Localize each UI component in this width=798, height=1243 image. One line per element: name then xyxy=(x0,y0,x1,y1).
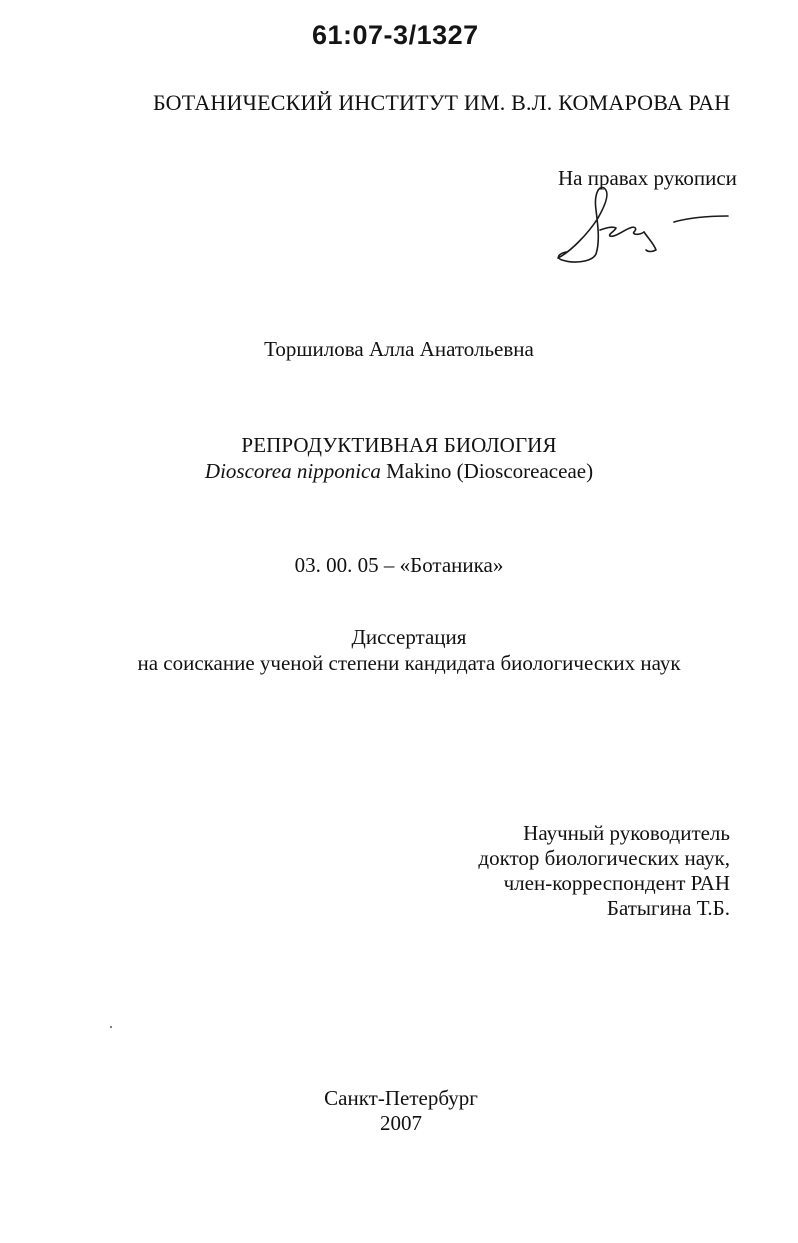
advisor-degree: доктор биологических наук, xyxy=(478,846,730,870)
author-name: Торшилова Алла Анатольевна xyxy=(264,337,534,361)
scan-speck xyxy=(110,1026,112,1028)
year: 2007 xyxy=(380,1111,422,1135)
handwritten-signature xyxy=(548,182,738,264)
institute-name: БОТАНИЧЕСКИЙ ИНСТИТУТ ИМ. В.Л. КОМАРОВА РАН xyxy=(153,90,731,115)
dissertation-title: РЕПРОДУКТИВНАЯ БИОЛОГИЯ xyxy=(241,433,557,457)
species-authority-family: Makino (Dioscoreaceae) xyxy=(380,459,594,483)
specialty-code: 03. 00. 05 – «Ботаника» xyxy=(294,553,504,577)
advisor-name: Батыгина Т.Б. xyxy=(606,896,730,920)
scientific-advisor-block xyxy=(478,821,730,921)
degree-sought: на соискание ученой степени кандидата биологических наук xyxy=(137,651,681,675)
dissertation-subtitle xyxy=(0,459,798,484)
advisor-title: член-корреспондент РАН xyxy=(503,871,730,895)
city: Санкт-Петербург xyxy=(324,1086,478,1110)
species-name: Dioscorea nipponica xyxy=(204,459,381,483)
advisor-role: Научный руководитель xyxy=(523,821,730,845)
archive-stamp-number: 61:07-3/1327 xyxy=(312,20,479,50)
document-type: Диссертация xyxy=(351,625,467,649)
manuscript-rights-note: На правах рукописи xyxy=(558,166,737,190)
